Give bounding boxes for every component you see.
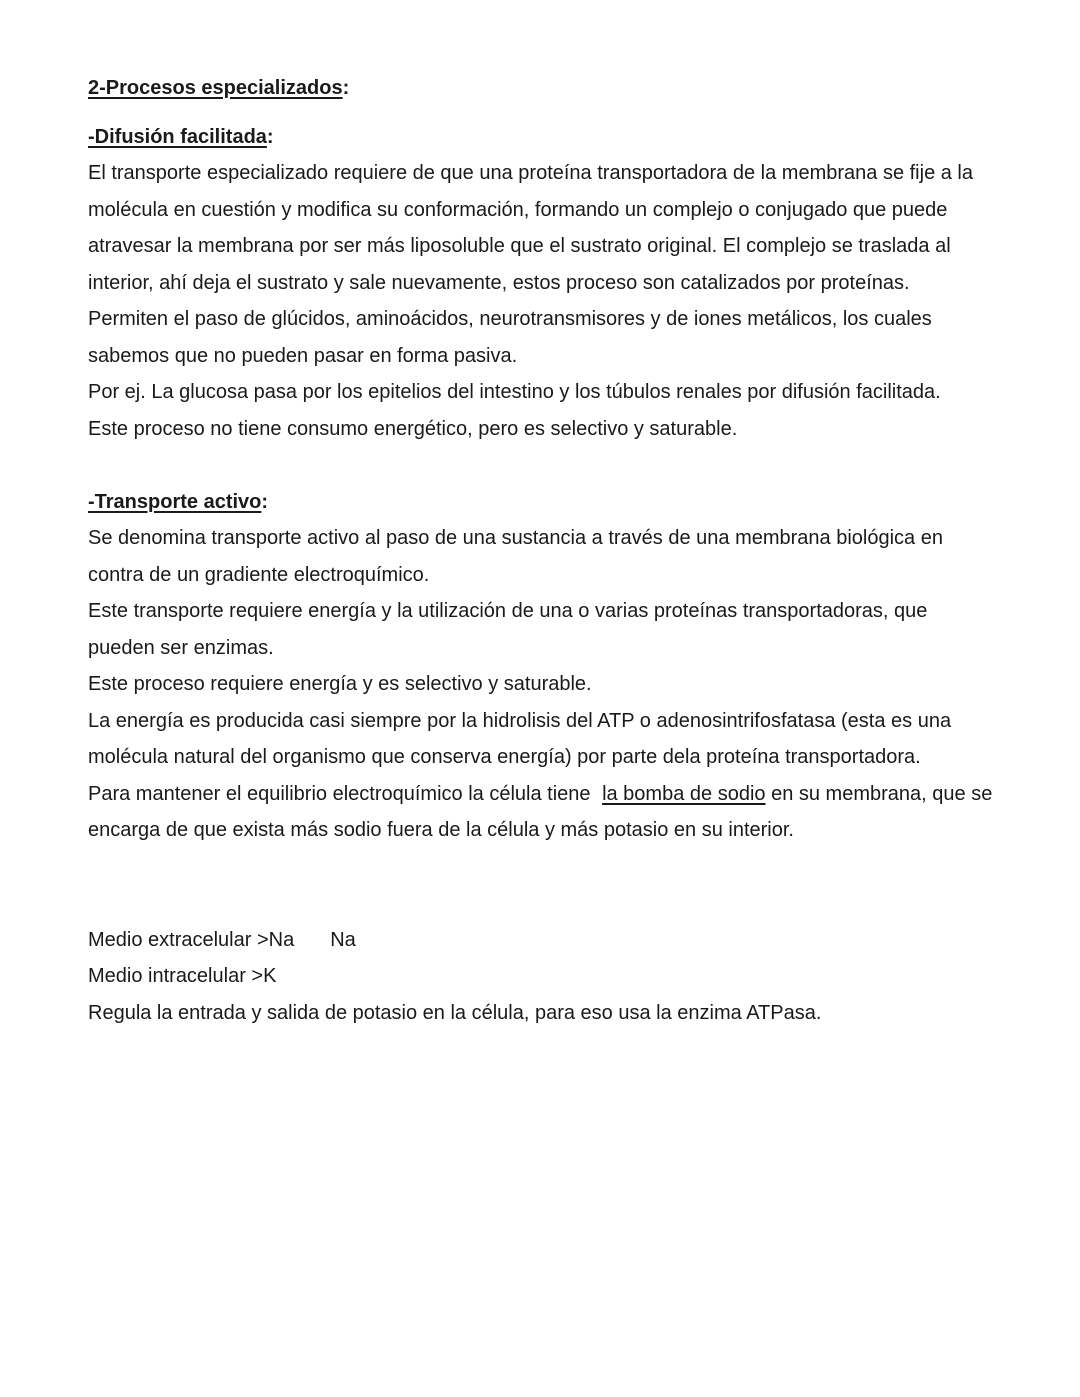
difusion-title: -Difusión facilitada: bbox=[88, 125, 274, 148]
document-page bbox=[88, 70, 998, 1031]
activo-paragraph-5-end: en su membrana, que se encarga de que exista más sodio fuera de la célula y más potasio en su interior. bbox=[88, 782, 993, 841]
difusion-paragraph-3: Por ej. La glucosa pasa por los epitelios del intestino y los túbulos renales por difusión facilitada. bbox=[88, 381, 941, 403]
spacer bbox=[88, 447, 998, 484]
difusion-paragraph-4: Este proceso no tiene consumo energético, pero es selectivo y saturable. bbox=[88, 417, 738, 440]
section-title-text: 2-Procesos especializados bbox=[88, 77, 343, 99]
activo-paragraph-2: Este transporte requiere energía y la utilización de una o varias proteínas transportadoras, que pueden ser enzimas. bbox=[88, 600, 928, 659]
activo-paragraph-3: Este proceso requiere energía y es selectivo y saturable. bbox=[88, 673, 592, 695]
regula-paragraph: Regula la entrada y salida de potasio en la célula, para eso usa la enzima ATPasa. bbox=[88, 1001, 822, 1024]
activo-paragraph-5-start: Para mantener el equilibrio electroquímico la célula tiene bbox=[88, 782, 591, 805]
medio-intracelular-line: Medio intracelular >K bbox=[88, 965, 277, 987]
spacer-large bbox=[88, 849, 998, 922]
medio-extracelular-na: Na bbox=[330, 928, 356, 951]
difusion-paragraph-2: Permiten el paso de glúcidos, aminoácidos, neurotransmisores y de iones metálicos, los cuales sabemos que no pueden pasar en forma pasiva. bbox=[88, 308, 932, 367]
activo-paragraph-5 bbox=[88, 776, 998, 849]
activo-title-text: -Transporte activo bbox=[88, 490, 262, 513]
medio-extracelular-label: Medio extracelular >Na bbox=[88, 928, 295, 951]
activo-paragraph-1: Se denomina transporte activo al paso de una sustancia a través de una membrana biológica en contra de un gradiente electroquímico. bbox=[88, 527, 943, 586]
bomba-de-sodio-text: la bomba de sodio bbox=[602, 782, 766, 805]
section-title: 2-Procesos especializados: bbox=[88, 77, 350, 99]
difusion-paragraph-1: El transporte especializado requiere de que una proteína transportadora de la membrana se fije a la molécula en cuestión y modifica su conformación, formando un complejo o conjugado que puede atravesar la membrana por ser más liposoluble que el sustrato original. El complejo se traslada al interior, ahí deja el sustrato y sale nuevamente, estos proceso son catalizados por proteínas. bbox=[88, 162, 973, 294]
difusion-title-text: -Difusión facilitada bbox=[88, 125, 267, 148]
activo-title: -Transporte activo: bbox=[88, 490, 269, 513]
activo-paragraph-4: La energía es producida casi siempre por la hidrolisis del ATP o adenosintrifosfatasa (esta es una molécula natural del organismo que conserva energía) por parte dela proteína transportadora. bbox=[88, 709, 952, 768]
medio-extracelular-line bbox=[88, 922, 998, 959]
